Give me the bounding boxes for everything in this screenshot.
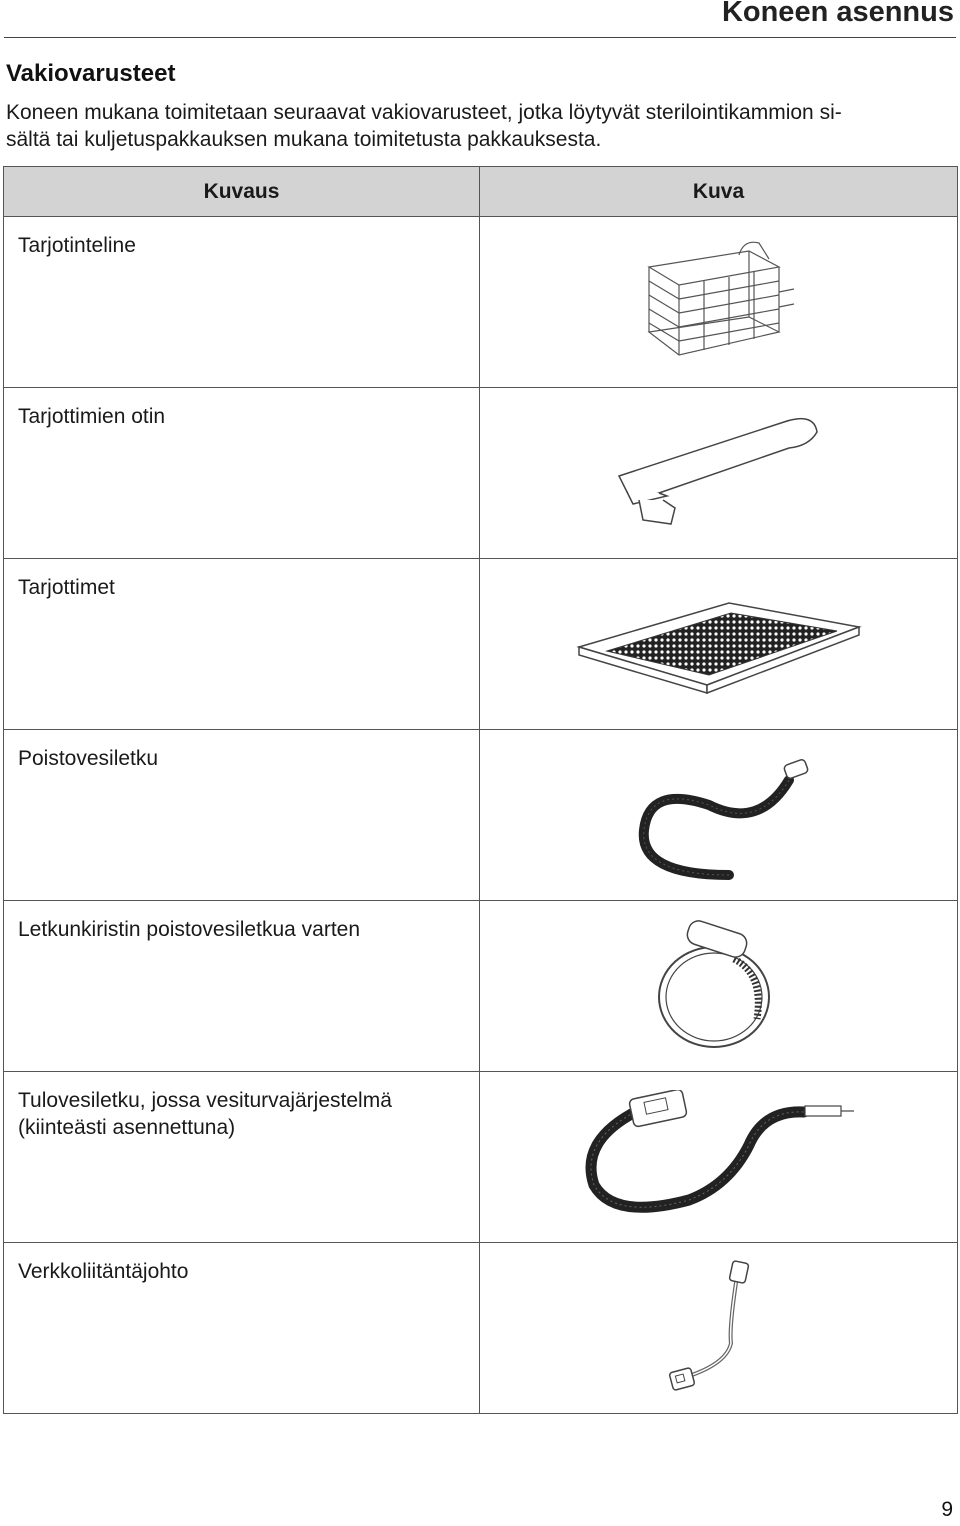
accessories-table	[3, 166, 958, 1414]
intro-line-2: sältä tai kuljetuspakkauksen mukana toimitetusta pakkauksesta.	[6, 128, 602, 151]
section-title: Vakiovarusteet	[6, 60, 176, 87]
table-row	[4, 1243, 958, 1414]
row-description-line-2: (kiinteästi asennettuna)	[18, 1116, 236, 1139]
row-description: Letkunkiristin poistovesiletkua varten	[4, 901, 480, 1072]
row-image	[480, 1072, 958, 1243]
row-description: Poistovesiletku	[4, 730, 480, 901]
hose-clamp-icon	[639, 919, 799, 1054]
perforated-tray-icon	[569, 589, 869, 699]
row-image	[480, 559, 958, 730]
row-image	[480, 388, 958, 559]
table-row	[4, 730, 958, 901]
table-row	[4, 901, 958, 1072]
tray-rack-icon	[619, 237, 819, 367]
power-cord-icon	[659, 1258, 779, 1398]
tray-lifter-icon	[599, 408, 839, 538]
drain-hose-icon	[609, 750, 829, 880]
row-image	[480, 730, 958, 901]
table-header-row	[4, 167, 958, 217]
row-description: Tarjottimet	[4, 559, 480, 730]
intro-paragraph	[6, 99, 951, 153]
row-description-line-1: Tulovesiletku, jossa vesiturvajärjestelmä	[18, 1089, 392, 1112]
column-header-description: Kuvaus	[4, 167, 480, 217]
inlet-hose-icon	[569, 1090, 869, 1225]
row-description	[4, 1072, 480, 1243]
table-row	[4, 217, 958, 388]
row-image	[480, 901, 958, 1072]
table-row	[4, 388, 958, 559]
row-image	[480, 1243, 958, 1414]
row-description: Tarjottimien otin	[4, 388, 480, 559]
chapter-title: Koneen asennus	[721, 0, 954, 28]
table-row	[4, 1072, 958, 1243]
intro-line-1: Koneen mukana toimitetaan seuraavat vakiovarusteet, jotka löytyvät sterilointikammion si-	[6, 101, 842, 124]
table-row	[4, 559, 958, 730]
row-description: Verkkoliitäntäjohto	[4, 1243, 480, 1414]
column-header-image: Kuva	[480, 167, 958, 217]
header-divider	[4, 37, 956, 38]
row-description: Tarjotinteline	[4, 217, 480, 388]
page-number: 9	[941, 1498, 953, 1521]
row-image	[480, 217, 958, 388]
